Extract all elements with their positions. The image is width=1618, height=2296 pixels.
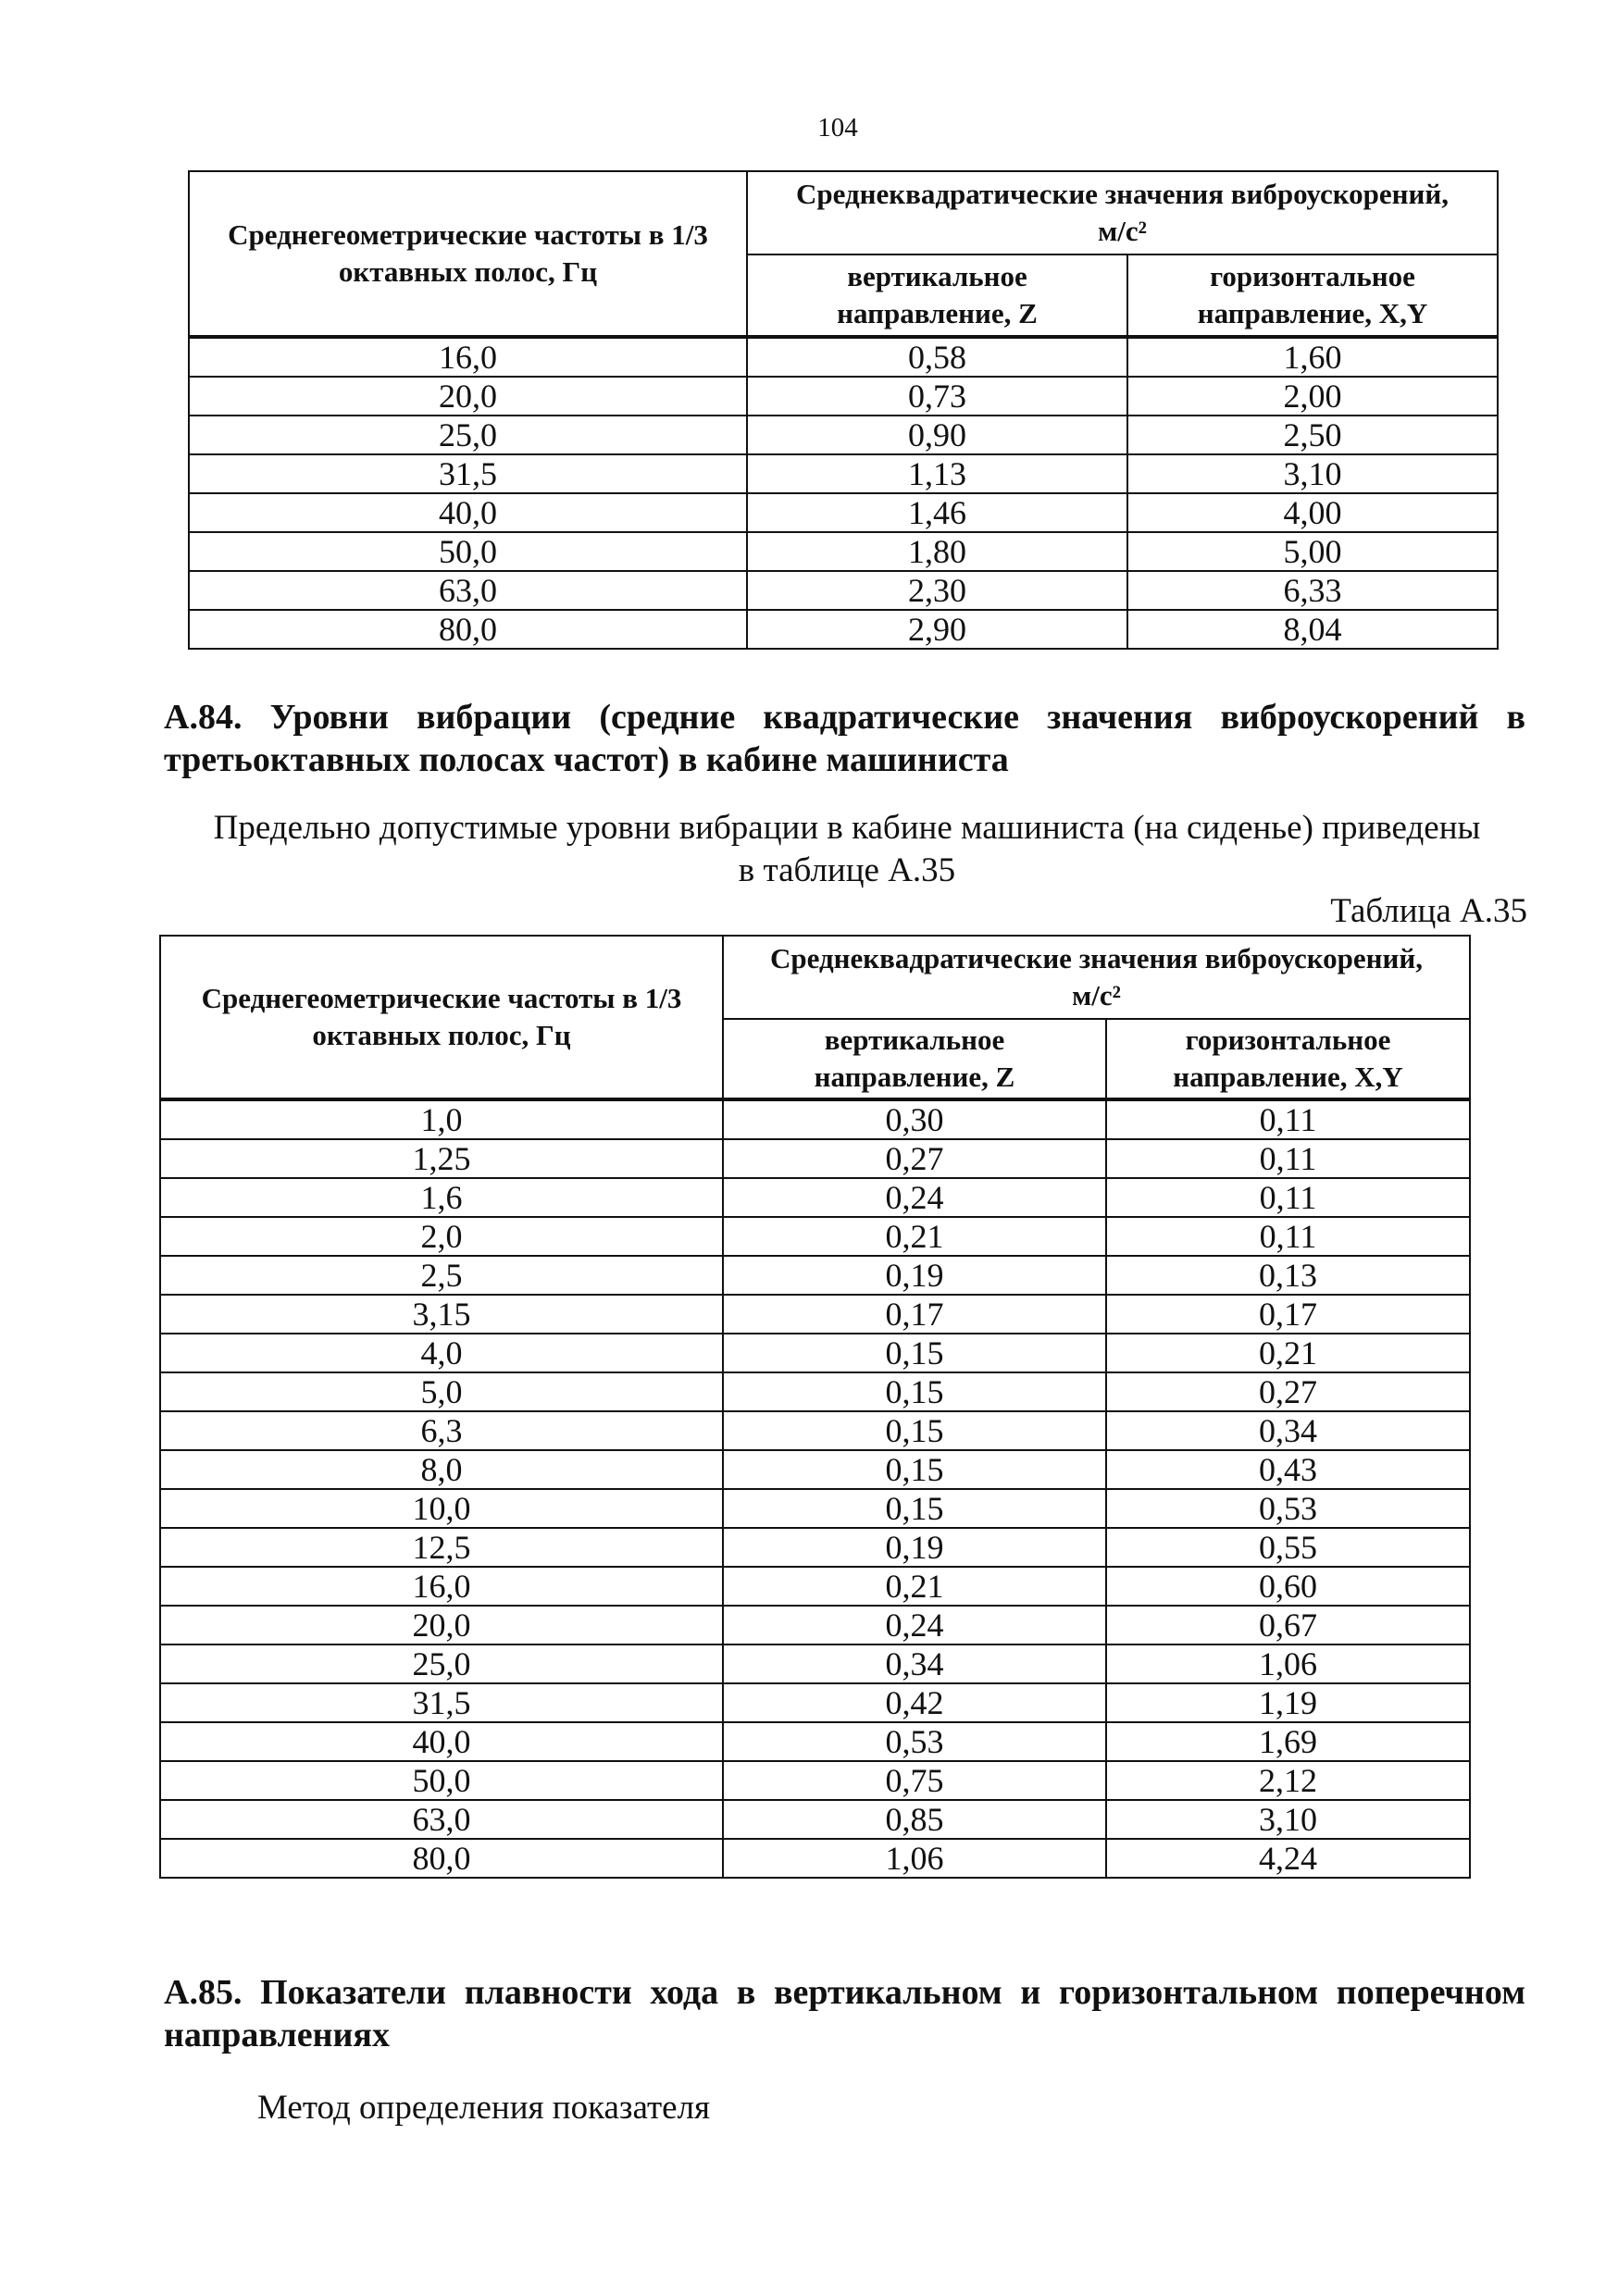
cell-vertical: 0,24 [723, 1178, 1106, 1217]
cell-vertical: 0,58 [747, 337, 1127, 377]
table1-header-vertical: вертикальное направление, Z [747, 254, 1127, 337]
cell-vertical: 0,15 [723, 1411, 1106, 1450]
cell-vertical: 1,13 [747, 454, 1127, 493]
table2-header-vertical: вертикальное направление, Z [723, 1019, 1106, 1099]
cell-frequency: 31,5 [189, 454, 747, 493]
cell-frequency: 80,0 [189, 610, 747, 649]
cell-vertical: 0,30 [723, 1099, 1106, 1139]
cell-frequency: 63,0 [189, 571, 747, 610]
table-row [160, 1722, 1470, 1761]
table-row [160, 1528, 1470, 1567]
section-a85-title: Показатели плавности хода в вертикальном и горизонтальном поперечном направлениях [164, 1973, 1525, 2054]
table1-header-group: Среднеквадратические значения виброускорений, м/с² [747, 171, 1498, 254]
cell-vertical: 2,30 [747, 571, 1127, 610]
section-a84-number: А.84. [164, 698, 243, 737]
cell-frequency: 5,0 [160, 1372, 723, 1411]
cell-frequency: 40,0 [189, 493, 747, 532]
cell-horizontal: 4,00 [1127, 493, 1498, 532]
table-row [189, 610, 1498, 649]
table-row [160, 1450, 1470, 1489]
cell-frequency: 4,0 [160, 1334, 723, 1372]
table-row [160, 1839, 1470, 1878]
cell-frequency: 31,5 [160, 1683, 723, 1722]
cell-vertical: 0,85 [723, 1800, 1106, 1839]
table1-header-horizontal: горизонтальное направление, X,Y [1127, 254, 1498, 337]
section-a85-heading [164, 1971, 1525, 2056]
cell-frequency: 50,0 [189, 532, 747, 571]
cell-vertical: 0,42 [723, 1683, 1106, 1722]
cell-frequency: 20,0 [189, 377, 747, 416]
cell-frequency: 25,0 [189, 416, 747, 454]
cell-frequency: 10,0 [160, 1489, 723, 1528]
cell-vertical: 0,19 [723, 1528, 1106, 1567]
cell-frequency: 3,15 [160, 1295, 723, 1334]
cell-horizontal: 0,11 [1106, 1139, 1470, 1178]
cell-vertical: 0,21 [723, 1567, 1106, 1606]
cell-vertical: 0,90 [747, 416, 1127, 454]
table-row [160, 1606, 1470, 1644]
cell-horizontal: 2,50 [1127, 416, 1498, 454]
table-row [160, 1567, 1470, 1606]
vibration-table-1 [188, 170, 1499, 650]
cell-horizontal: 0,43 [1106, 1450, 1470, 1489]
cell-horizontal: 0,11 [1106, 1099, 1470, 1139]
cell-vertical: 0,75 [723, 1761, 1106, 1800]
cell-horizontal: 1,06 [1106, 1644, 1470, 1683]
cell-horizontal: 5,00 [1127, 532, 1498, 571]
table2-header-horizontal: горизонтальное направление, X,Y [1106, 1019, 1470, 1099]
table-row [160, 1256, 1470, 1295]
cell-vertical: 0,24 [723, 1606, 1106, 1644]
cell-vertical: 1,06 [723, 1839, 1106, 1878]
cell-frequency: 8,0 [160, 1450, 723, 1489]
table-row [160, 1295, 1470, 1334]
cell-frequency: 25,0 [160, 1644, 723, 1683]
cell-horizontal: 8,04 [1127, 610, 1498, 649]
cell-vertical: 0,21 [723, 1217, 1106, 1256]
cell-frequency: 80,0 [160, 1839, 723, 1878]
section-a84-title: Уровни вибрации (средние квадратические значения виброускорений в третьоктавных полосах частот) в кабине машиниста [164, 698, 1526, 779]
table2-header-group: Среднеквадратические значения виброускорений, м/с² [723, 936, 1470, 1019]
cell-horizontal: 0,60 [1106, 1567, 1470, 1606]
cell-frequency: 12,5 [160, 1528, 723, 1567]
table-row [160, 1644, 1470, 1683]
section-a84-heading [164, 696, 1525, 781]
cell-horizontal: 3,10 [1127, 454, 1498, 493]
table-row [160, 1099, 1470, 1139]
paragraph-method: Метод определения показателя [257, 2089, 711, 2127]
cell-horizontal: 6,33 [1127, 571, 1498, 610]
cell-horizontal: 0,34 [1106, 1411, 1470, 1450]
table2-header-frequency: Среднегеометрические частоты в 1/3 октавных полос, Гц [160, 936, 723, 1099]
cell-frequency: 50,0 [160, 1761, 723, 1800]
table-row [189, 493, 1498, 532]
table-row [160, 1489, 1470, 1528]
cell-frequency: 1,6 [160, 1178, 723, 1217]
cell-horizontal: 0,11 [1106, 1217, 1470, 1256]
table-row [189, 377, 1498, 416]
table-row [189, 416, 1498, 454]
cell-horizontal: 1,19 [1106, 1683, 1470, 1722]
cell-horizontal: 3,10 [1106, 1800, 1470, 1839]
vibration-table-a35 [159, 935, 1471, 1879]
table-row [160, 1334, 1470, 1372]
cell-vertical: 0,15 [723, 1450, 1106, 1489]
cell-vertical: 0,17 [723, 1295, 1106, 1334]
cell-horizontal: 1,60 [1127, 337, 1498, 377]
table-row [189, 454, 1498, 493]
cell-horizontal: 2,12 [1106, 1761, 1470, 1800]
cell-vertical: 1,80 [747, 532, 1127, 571]
cell-frequency: 2,5 [160, 1256, 723, 1295]
table-row [189, 337, 1498, 377]
paragraph-limits: Предельно допустимые уровни вибрации в кабине машиниста (на сиденье) приведены в таблице А.35 [213, 809, 1481, 889]
table-row [160, 1217, 1470, 1256]
cell-frequency: 6,3 [160, 1411, 723, 1450]
cell-frequency: 63,0 [160, 1800, 723, 1839]
cell-vertical: 0,15 [723, 1334, 1106, 1372]
cell-vertical: 0,27 [723, 1139, 1106, 1178]
cell-horizontal: 4,24 [1106, 1839, 1470, 1878]
cell-horizontal: 0,67 [1106, 1606, 1470, 1644]
table-row [160, 1800, 1470, 1839]
table-row [160, 1411, 1470, 1450]
cell-frequency: 40,0 [160, 1722, 723, 1761]
cell-horizontal: 1,69 [1106, 1722, 1470, 1761]
table-row [160, 1372, 1470, 1411]
table-row [160, 1683, 1470, 1722]
cell-frequency: 2,0 [160, 1217, 723, 1256]
cell-horizontal: 0,27 [1106, 1372, 1470, 1411]
cell-horizontal: 0,53 [1106, 1489, 1470, 1528]
table-row [160, 1178, 1470, 1217]
cell-vertical: 0,34 [723, 1644, 1106, 1683]
cell-horizontal: 0,55 [1106, 1528, 1470, 1567]
page-number: 104 [817, 113, 858, 143]
table-row [160, 1761, 1470, 1800]
cell-frequency: 20,0 [160, 1606, 723, 1644]
cell-vertical: 2,90 [747, 610, 1127, 649]
cell-horizontal: 0,17 [1106, 1295, 1470, 1334]
cell-vertical: 0,19 [723, 1256, 1106, 1295]
table-row [189, 532, 1498, 571]
cell-horizontal: 0,13 [1106, 1256, 1470, 1295]
cell-horizontal: 0,21 [1106, 1334, 1470, 1372]
section-a85-number: А.85. [164, 1973, 243, 2012]
cell-horizontal: 0,11 [1106, 1178, 1470, 1217]
cell-frequency: 1,0 [160, 1099, 723, 1139]
cell-vertical: 0,73 [747, 377, 1127, 416]
cell-horizontal: 2,00 [1127, 377, 1498, 416]
cell-frequency: 1,25 [160, 1139, 723, 1178]
table1-header-frequency: Среднегеометрические частоты в 1/3 октавных полос, Гц [189, 171, 747, 337]
cell-vertical: 0,15 [723, 1489, 1106, 1528]
cell-frequency: 16,0 [160, 1567, 723, 1606]
table-caption: Таблица А.35 [1330, 892, 1527, 930]
cell-frequency: 16,0 [189, 337, 747, 377]
table-row [189, 571, 1498, 610]
cell-vertical: 0,53 [723, 1722, 1106, 1761]
table-row [160, 1139, 1470, 1178]
cell-vertical: 1,46 [747, 493, 1127, 532]
cell-vertical: 0,15 [723, 1372, 1106, 1411]
